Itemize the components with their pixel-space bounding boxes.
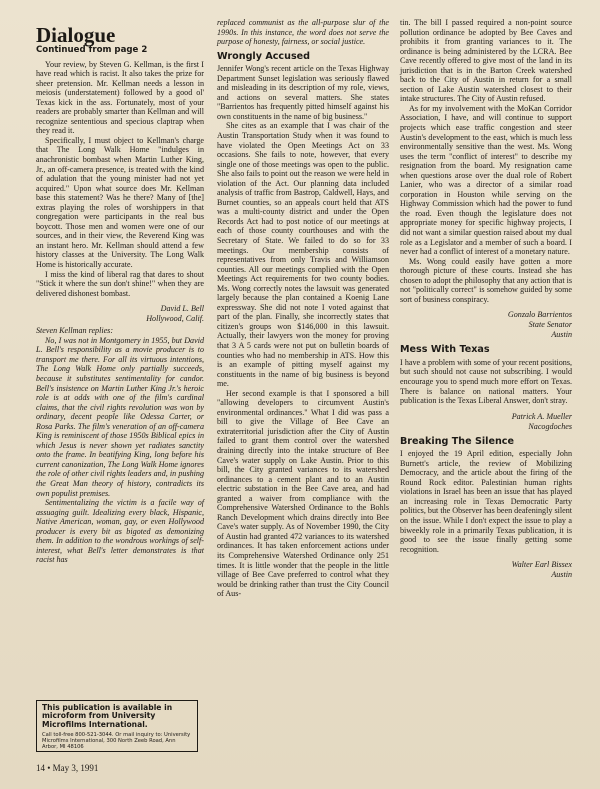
letter-paragraph: Specifically, I must object to Kellman's charge that The Long Walk Home "indulges in anachronistic bombast when Martin Luther King, Jr., an off-camera presence, is treated with the kind of adulation that the young minister had not yet acquired." Upon what source does Mr. Kellman base this statement? Was he there? Many of [the] extras playing the roles of worshippers in that congregation were participants in the real bus boycott. Those men and women were one of our sources, and in their view, the Reverend King was an instant hero. Mr. Kellman should attend a few history classes at the University. The Long Walk Home is historically accurate. [36,135,204,270]
reply-paragraph: Sentimentalizing the victim is a facile way of assuaging guilt. Idealizing every black, Hispanic, Native American, woman, gay, or even Hollywood producer is every bit as bigoted as demonizing them. In addition to the wondrous workings of self-interest, what Bell's letter demonstrates is that racist has [36,498,204,565]
signature-name: Walter Earl Bissex [511,560,572,570]
letter-paragraph: Jennifer Wong's recent article on the Texas Highway Department Sunset legislation was seriously flawed and misleading in its description of my role, views, and actions on several matters. She states "Barrientos has frequently pitted himself against his own constituents in the name of big business." [217,64,389,121]
letter-paragraph: She cites as an example that I was chair of the Austin Transportation Study when it was found to have violated the Open Meetings Act on 33 occasions. She fails to note, however, that every single one of those meetings was open to the public. She also fails to point out the reason we were held in violation of the Act. Our planning data included analysis of traffic from Bastrop, Caldwell, Hays, and Burnet counties, so an appeals court held that ATS was a multi-county district and under the Open Records Act had to post notice of our meetings at each of those county courthouses and with the Secretary of State. We failed to do so for 33 meetings. Our membership consists of representatives from only Travis and Williamson counties. All our meetings complied with the Open Meetings Act requirements for two county bodies. Ms. Wong correctly notes the lawsuit was generated largely because the plan contained a Koenig Lane expressway. She did not note I voted against that part of the plan. Finally, she incorrectly states that citizen's groups won $146,000 in this lawsuit. Actually, their lawyers won the money for proving that 3 A 5 cards were not put on bulletin boards of counties who had no membership in ATS. How this is an example of pitting myself against my constituents in the name of big business is beyond me. [217,121,389,389]
letter-paragraph: Your review, by Steven G. Kellman, is the first I have read which is racist. It also takes the prize for sheer pretension. Mr. Kellman needs a lesson in meiosis (understatement) followed by a good ol' Texas kick in the ass. Fortunately, most of your readers are probably smarter than Kellman and will recognize sententious and specious claptrap when they read it. [36,59,204,136]
signature [36,304,204,324]
column-left [36,18,204,565]
signature-name: Gonzalo Barrientos [507,310,572,320]
continued-line: Continued from page 2 [36,45,148,55]
signature-place: Hollywood, Calif. [146,314,204,324]
notice-title: This publication is available in microform from University Microfilms International. [42,703,173,729]
signature-place: Nacogdoches [528,421,572,431]
reply-paragraph: No, I was not in Montgomery in 1955, but David L. Bell's responsibility as a movie producer is to transport me there. For all its virtuous intentions, The Long Walk Home only partially succeeds, because it substitutes sentimentality for candor. Bell's insistence on Martin Luther King Jr.'s heroic role is at odds with one of the film's cardinal claims, that the civil rights revolution was won by ordinary, decent people like Odessa Carter, or Rosa Parks. The film's veneration of an off-camera King is reminiscent of those 1950s Biblical epics in which Jesus is never shown yet radiates sanctity onto the frame. In beatifying King, long before his current canonization, The Long Walk Home ignores the role of other civil rights leaders and, in pushing the Great Man theory of history, contradicts its own populist premises. [36,335,204,498]
letter-paragraph: I enjoyed the 19 April edition, especially John Burnett's article, the review of Mobilizing Democracy, and the article about the firing of the Round Rock editor. Palestinian human rights violations in Israel has been an issue that has played an increasing role in Texas Democratic Party politics, but the Observer has been deafeningly silent on the issue. While I don't expect the issue to play a biweekly role in a primarily Texas publication, it is good to see the issue finally getting some recognition. [400,449,572,554]
letter-paragraph: tin. The bill I passed required a non-point source pollution ordinance be adopted by Bee Caves and prohibits it from granting variances to it. The ordinance is being administered by the LCRA. Bee Cave recently offered to give most of the land in its jurisdiction that is in the Barton Creek watershed back to the City of Austin in return for a small section of Lake Austin watershed closest to their intake structures. The City of Austin refused. [400,18,572,104]
letter-heading: Wrongly Accused [217,50,311,62]
signature [400,560,572,580]
letter-heading: Mess With Texas [400,344,490,356]
signature-title: State Senator [528,320,572,330]
signature-place: Austin [551,570,572,580]
signature [400,310,572,340]
letter-paragraph: I miss the kind of liberal rag that dares to shout "Stick it where the sun don't shine!" when they are delivered dishonest bombast. [36,269,204,298]
section-title: Dialogue [36,23,116,47]
signature [400,412,572,432]
column-middle [217,18,389,599]
signature-name: David L. Bell [160,304,204,314]
column-right [400,18,572,582]
letter-paragraph: I have a problem with some of your recent positions, but such should not cause not subscribing. I would encourage you to spend much more effort on Texas. There is balance on national matters. Your publication is the Texas Liberal Answer, don't stray. [400,357,572,406]
reply-heading: Steven Kellman replies: [36,326,114,336]
letter-paragraph: Her second example is that I sponsored a bill "allowing developers to circumvent Austin's environmental ordinances." What I did was pass a bill to give the Village of Bee Cave an extraterritorial jurisdiction after the City of Austin failed to grant them control over the watershed draining directly into the intake structure of Bee Cave's water supply on Lake Austin. Prior to this bill, the City granted variances to its watershed ordinances to a cement plant and to an Austin electric substation in the Bee Cave area, and had granted a waiver from compliance with the Comprehensive Watershed Ordinance to the Bohls Ranch Development which drains directly into Bee Cave's water supply. As of November 1990, the City of Austin had granted 472 variances to its watershed ordinances. It has taken enforcement actions under its Comprehensive Watershed Ordinance only 251 times. It is little wonder that the people in the little village of Bee Cave preferred to control what they would be drinking rather than trust the City Council of Aus- [217,388,389,599]
letter-paragraph: As for my involvement with the MoKan Corridor Association, I have, and will continue to support projects which ease traffic congestion and steer Austin's development to the east, which is much less environmentally sensitive than the west. Ms. Wong uses the term "conflict of interest" to describe my resignation from the board. My resignation came when questions arose over the dual role of Robert Lanier, who was a director of a similar road corporation in Houston while serving on the Highway Commission which had the power to fund the road. Even though the legislature does not appropriate money for specific highway projects, I did not want a similar question raised about my dual role as a Legislator and a member of such a board. I never had a conflict of interest of a monetary nature. [400,103,572,257]
notice-body: Call toll-free 800-521-3044. Or mail inquiry to: University Microfilms International, 300 North Zeeb Road, Ann Arbor, MI 48106 [42,732,191,751]
letter-paragraph: Ms. Wong could easily have gotten a more thorough picture of these courts. Instead she has chosen to adopt the philosophy that any action that is not "politically correct" is somehow guided by some sort of business conspiracy. [400,256,572,304]
signature-name: Patrick A. Mueller [511,411,572,421]
signature-place: Austin [551,330,572,340]
reply-continuation: replaced communist as the all-purpose slur of the 1990s. In this instance, the word does not serve the purpose of honesty, fairness, or social justice. [217,18,389,47]
page-footer: 14 • May 3, 1991 [36,763,99,773]
microform-notice-box [36,700,198,752]
letter-heading: Breaking The Silence [400,435,514,447]
